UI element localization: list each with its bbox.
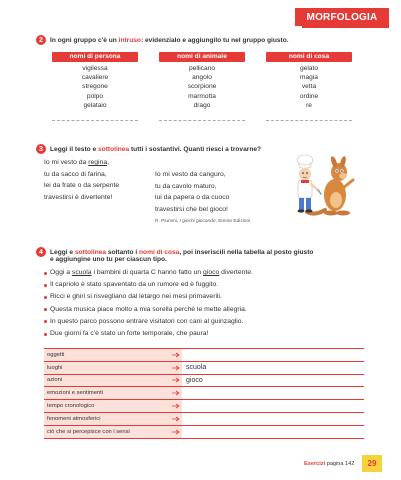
row-label: azioni (44, 375, 182, 387)
table-row (44, 387, 364, 400)
word[interactable]: magia (300, 74, 318, 82)
row-label: emozioni e sentimenti (44, 387, 182, 399)
arrow-right-icon (172, 403, 180, 409)
row-label: tempo cronologico (44, 400, 182, 412)
group-title: nomi di persona (52, 52, 138, 62)
word[interactable]: cavaliere (81, 74, 109, 82)
answer-cell[interactable] (182, 426, 364, 438)
word[interactable]: vetta (301, 83, 317, 91)
arrow-right-icon (172, 416, 180, 422)
classification-table (44, 348, 364, 439)
group-cosa (266, 52, 352, 121)
row-label: fenomeni atmosferici (44, 413, 182, 425)
poem-line[interactable]: travestirsi è divertente! (44, 193, 113, 201)
poem-line[interactable]: lei da frate o da serpente (44, 182, 120, 189)
arrow-right-icon (172, 352, 180, 358)
poem-line[interactable]: Io mi vesto da canguro, (155, 171, 226, 178)
word[interactable]: angolo (192, 74, 212, 82)
table-row (44, 349, 364, 362)
word[interactable]: stregone (82, 83, 108, 91)
exercise-number: 4 (36, 247, 46, 257)
sentence-item[interactable]: Ricci e ghiri si risvegliano dal letargo nei mesi primaverili. (44, 291, 253, 303)
sentence-item[interactable]: Oggi a scuola i bambini di quarta C hanno fatto un gioco divertente. (44, 267, 253, 279)
header-rule (302, 26, 389, 28)
row-label: oggetti (44, 349, 182, 361)
answer-cell[interactable] (182, 400, 364, 412)
exercise-4-instruction-line2: e aggiungine uno tu per ciascun tipo. (50, 256, 167, 263)
word[interactable]: drago (193, 101, 211, 109)
table-row (44, 375, 364, 388)
page-number: 29 (362, 455, 382, 472)
exercise-3-instruction: 3 Leggi il testo e sottolinea tutti i sostantivi. Quanti riesci a trovarne? (36, 144, 261, 154)
group-title: nomi di cosa (266, 52, 352, 62)
sentence-item[interactable]: In questo parco possono entrare visitatori con cani al guinzaglio. (44, 316, 253, 328)
word[interactable]: scorpione (187, 83, 217, 91)
answer-line[interactable] (52, 120, 138, 121)
word[interactable]: re (306, 101, 312, 109)
poem-line[interactable]: lui da papera o da cuoco (155, 194, 230, 201)
poem-line[interactable]: Io mi vesto da regina, (44, 159, 109, 166)
answer-cell[interactable]: scuola (186, 364, 207, 372)
sentence-item[interactable]: Questa musica piace molto a mia sorella perché le mette allegria. (44, 304, 253, 316)
word[interactable]: vigilessa (82, 65, 108, 72)
row-label: luoghi (44, 362, 182, 374)
answer-cell[interactable]: gioco (186, 376, 203, 384)
exercise-number: 3 (36, 144, 46, 154)
exercise-2-instruction: 2 In ogni gruppo c'è un intruso: evidenzialo e aggiungilo tu nel gruppo giusto. (36, 35, 289, 45)
poem-line[interactable]: tu da sacco di farina, (44, 170, 107, 178)
poem-line[interactable]: tu da cavolo maturo, (155, 182, 217, 190)
table-row (44, 362, 364, 375)
answer-line[interactable] (266, 120, 352, 121)
word[interactable]: polpo (86, 92, 104, 100)
exercise-reference[interactable]: Esercizi pagina 142 (304, 461, 355, 467)
group-animale (159, 52, 245, 121)
arrow-right-icon (172, 365, 180, 371)
word[interactable]: pellicano (188, 65, 216, 72)
table-row (44, 400, 364, 413)
word[interactable]: gelato (300, 65, 318, 72)
sentence-list (44, 267, 253, 340)
word[interactable]: gelataio (83, 101, 107, 109)
arrow-right-icon (172, 390, 180, 396)
row-label: ciò che si percepisce con i sensi (44, 426, 182, 438)
sentence-item[interactable]: Due giorni fa c'è stato un forte temporale, che paura! (44, 328, 253, 340)
word[interactable]: marmotta (188, 92, 216, 100)
group-persona (52, 52, 138, 121)
table-row (44, 413, 364, 426)
arrow-right-icon (172, 377, 180, 383)
arrow-right-icon (172, 429, 180, 435)
poem-right (155, 169, 229, 215)
poem-credit: R. Piumini, I giochi giocando, Emme Edizioni (155, 219, 251, 224)
answer-cell[interactable] (182, 349, 364, 361)
noun-groups (52, 52, 352, 121)
sentence-item[interactable]: Il capriolo è stato spaventato da un rumore ed è fuggito. (44, 279, 253, 291)
answer-line[interactable] (159, 120, 245, 121)
word[interactable]: ordine (299, 92, 319, 100)
exercise-number: 2 (36, 35, 46, 45)
answer-cell[interactable] (182, 413, 364, 425)
group-title: nomi di animale (159, 52, 245, 62)
chef-and-kangaroo-illustration (285, 150, 365, 220)
section-title: MORFOLOGIA (295, 8, 389, 26)
poem-line[interactable]: travestirsi che bel gioco! (155, 205, 228, 213)
exercise-4-instruction: 4 Leggi e sottolinea soltanto i nomi di cosa, poi inseriscili nella tabella al posto giusto (36, 247, 313, 257)
poem-left (44, 157, 119, 203)
answer-cell[interactable] (182, 387, 364, 399)
table-row (44, 426, 364, 439)
